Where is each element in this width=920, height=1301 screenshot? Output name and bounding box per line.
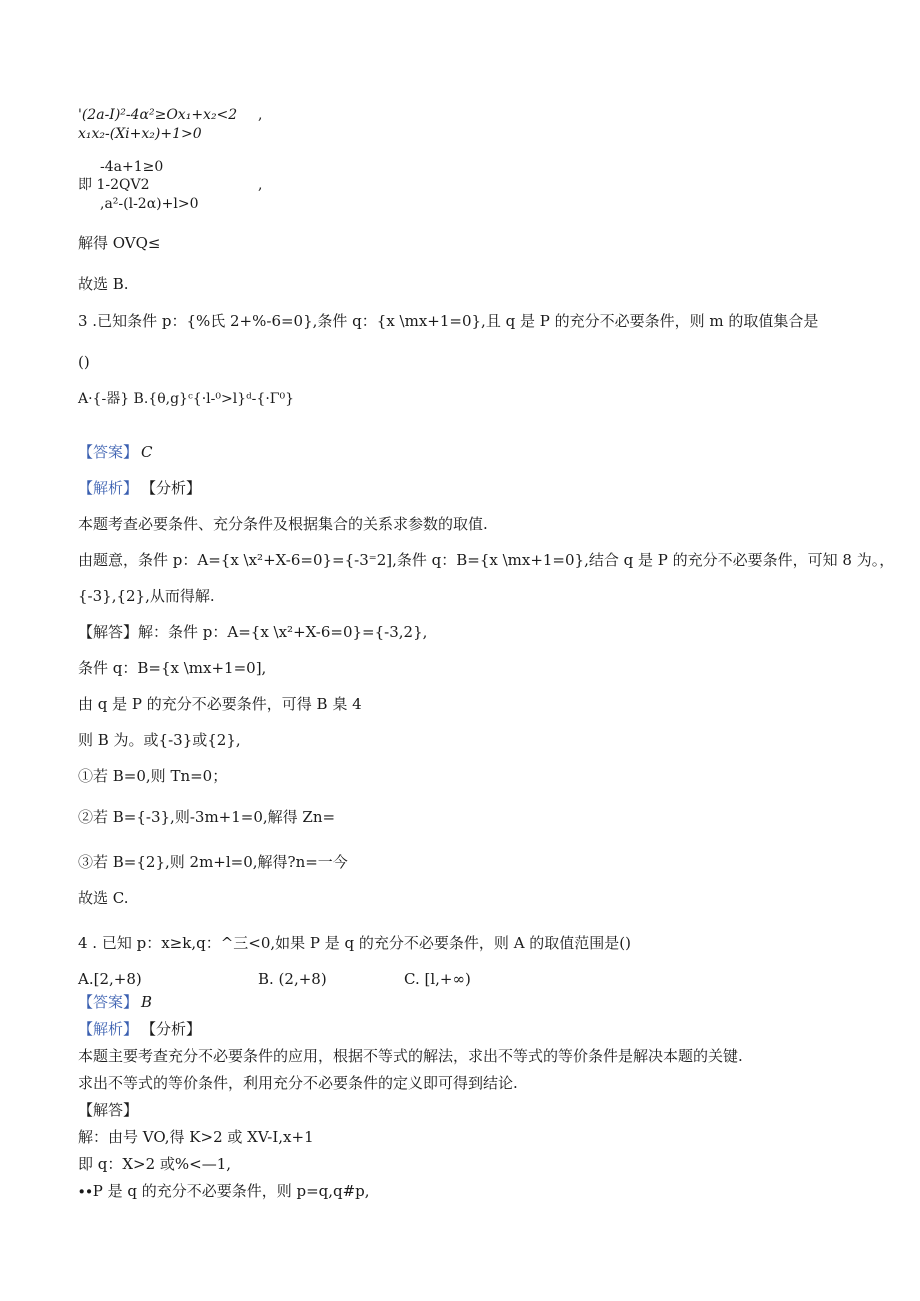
text-line: 【解析】 — [78, 479, 139, 497]
text-line: 条件 q：B={x \mx+1=0], — [78, 659, 267, 677]
text-line: , — [258, 107, 263, 123]
text-line: , — [258, 177, 263, 193]
text-line: 3 .已知条件 p：{%氏 2+%-6=0},条件 q：{x \mx+1=0},且 q 是 P 的充分不必要条件，则 m 的取值集合是 — [78, 312, 819, 330]
text-line: 【解析】 — [78, 1020, 139, 1038]
text-line: x₁x₂-(Xi+x₂)+1>0 — [78, 126, 202, 142]
text-line: 故选 B. — [78, 275, 129, 293]
text-line: 【解答】 — [78, 1101, 139, 1119]
text-line: 【解答】解：条件 p：A={x \x²+X-6=0}={-3,2}, — [78, 623, 428, 641]
text-line: C — [141, 443, 153, 461]
text-line: ③若 B={2},则 2m+l=0,解得?n=一今 — [78, 853, 348, 871]
text-line: 4 . 已知 p：x≥k,q：^三<0,如果 P 是 q 的充分不必要条件，则 A 的取值范围是() — [78, 934, 631, 952]
text-line: 【答案】 — [78, 443, 139, 461]
text-line: 【分析】 — [141, 479, 202, 497]
text-line: 即 1-2QV2 — [78, 177, 150, 193]
text-line: 则 B 为。或{-3}或{2}, — [78, 731, 241, 749]
text-line: A·{-器} B.{θ,g}ᶜ{·l-⁰>l}ᵈ-{·Γ⁰} — [78, 391, 295, 407]
text-line: ①若 B=0,则 Tn=0； — [78, 767, 228, 785]
text-line: 【分析】 — [141, 1020, 202, 1038]
text-line: 由题意，条件 p：A={x \x²+X-6=0}={-3⁼2],条件 q：B={x \mx+1=0},结合 q 是 P 的充分不必要条件，可知 8 为。， — [78, 551, 895, 569]
text-line: 即 q：X>2 或%<—1, — [78, 1155, 232, 1173]
text-line: -4a+1≥0 — [100, 159, 164, 175]
text-line: A.[2,+8) — [78, 970, 142, 988]
text-line: B — [141, 993, 153, 1011]
text-line: ,a²-(l-2α)+l>0 — [100, 196, 199, 212]
text-line: ②若 B={-3},则-3m+1=0,解得 Zn= — [78, 808, 336, 826]
text-line: 求出不等式的等价条件，利用充分不必要条件的定义即可得到结论. — [78, 1074, 518, 1092]
text-line: '(2a-I)²-4α²≥Ox₁+x₂<2 — [78, 107, 238, 123]
text-line: () — [78, 353, 90, 371]
text-line: 解得 OVQ≤ — [78, 234, 161, 252]
text-line: 故选 C. — [78, 889, 129, 907]
text-line: 本题考查必要条件、充分条件及根据集合的关系求参数的取值. — [78, 515, 488, 533]
text-line: 解：由号 VO,得 K>2 或 XV-I,x+1 — [78, 1128, 314, 1146]
text-line: {-3},{2},从而得解. — [78, 587, 215, 605]
text-line: 本题主要考查充分不必要条件的应用，根据不等式的解法，求出不等式的等价条件是解决本题的关键. — [78, 1047, 743, 1065]
text-line: B. (2,+8) — [258, 970, 327, 988]
text-line: 【答案】 — [78, 993, 139, 1011]
text-line: ∙∙P 是 q 的充分不必要条件，则 p=q,q#p, — [78, 1182, 370, 1200]
text-line: 由 q 是 P 的充分不必要条件，可得 B 臬 4 — [78, 695, 362, 713]
text-line: C. [l,+∞) — [404, 970, 471, 988]
